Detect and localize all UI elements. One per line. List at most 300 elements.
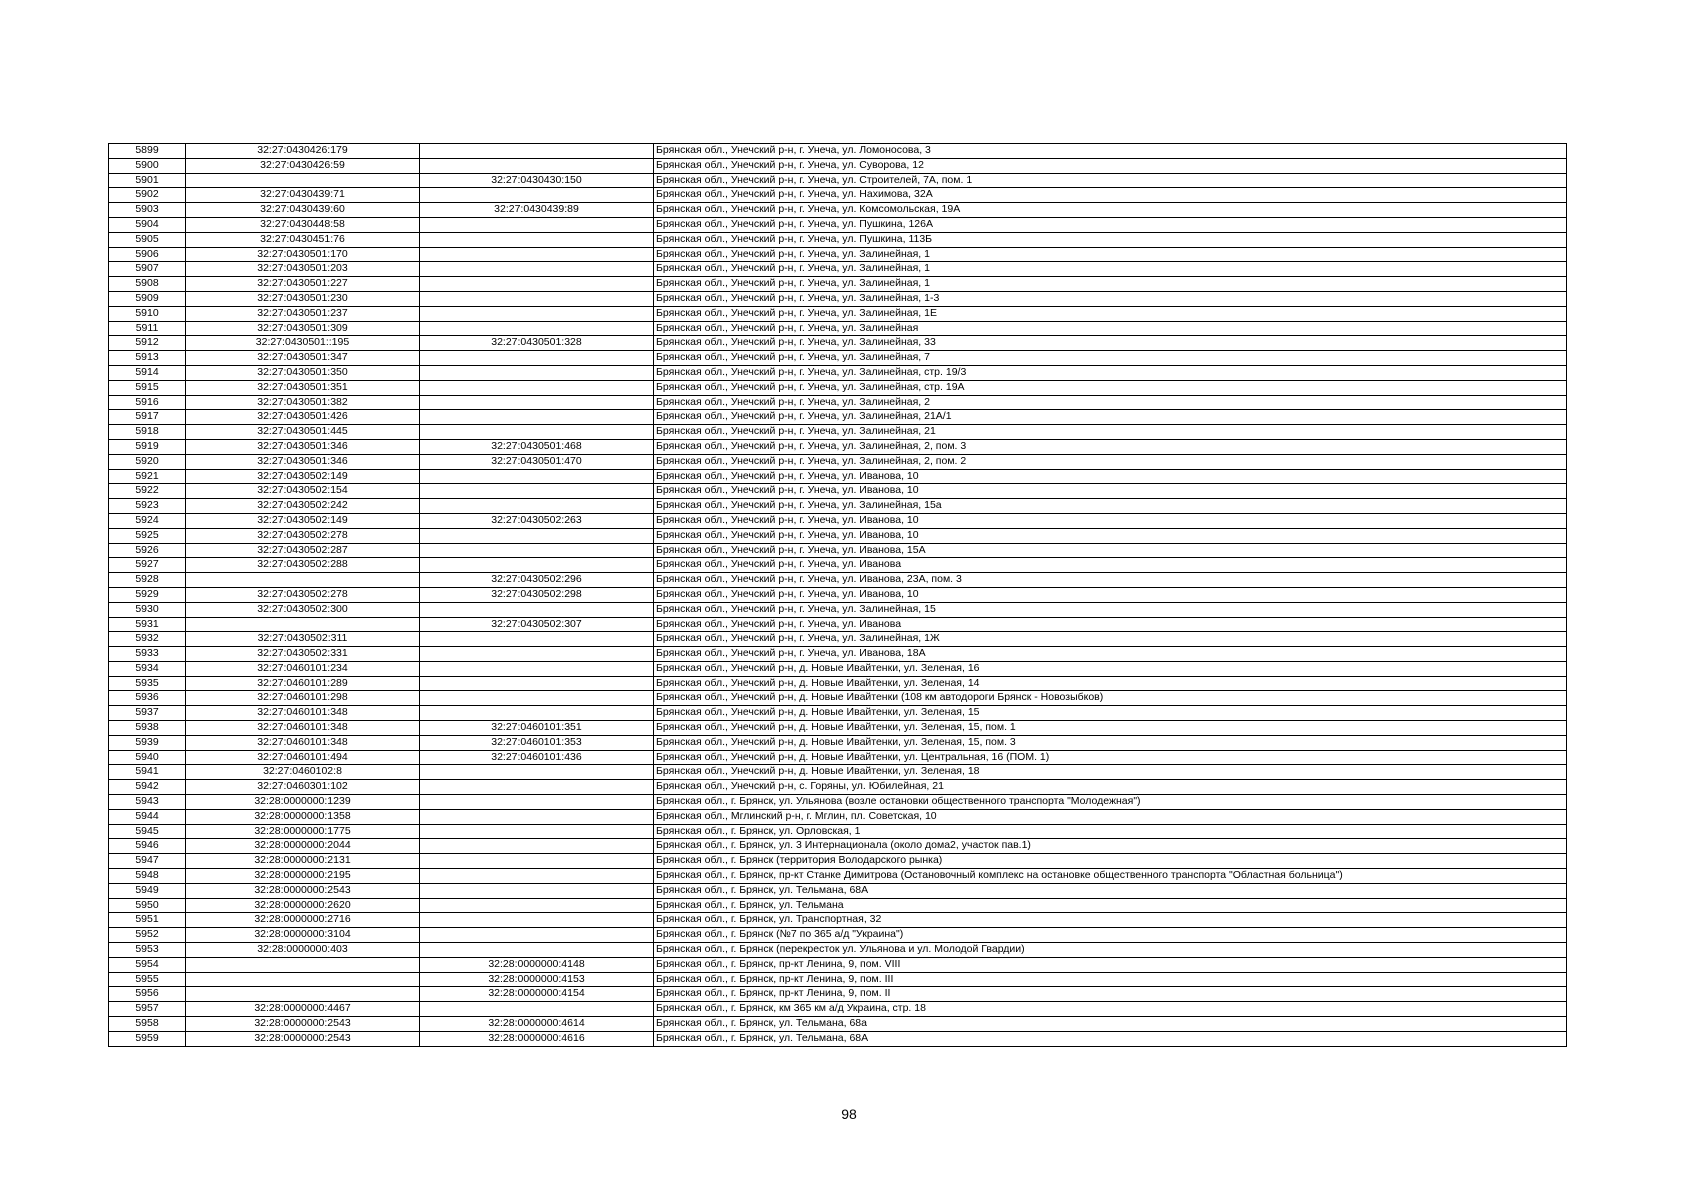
row-number-cell: 5952 [109, 928, 186, 943]
premises-cadastral-number-cell: 32:27:0430501:468 [420, 439, 654, 454]
table-row [109, 691, 1567, 706]
address-cell: Брянская обл., Унечский р-н, д. Новые Ивайтенки, ул. Зеленая, 16 [654, 661, 1567, 676]
address-cell: Брянская обл., Унечский р-н, г. Унеча, ул. Иванова, 10 [654, 587, 1567, 602]
address-cell: Брянская обл., г. Брянск, ул. Транспортная, 32 [654, 913, 1567, 928]
premises-cadastral-number-cell [420, 824, 654, 839]
table-row [109, 558, 1567, 573]
table-row [109, 173, 1567, 188]
row-number-cell: 5938 [109, 721, 186, 736]
table-row [109, 425, 1567, 440]
address-cell: Брянская обл., Унечский р-н, г. Унеча, ул. Залинейная, 1 [654, 277, 1567, 292]
premises-cadastral-number-cell [420, 869, 654, 884]
premises-cadastral-number-cell [420, 943, 654, 958]
table-row [109, 809, 1567, 824]
premises-cadastral-number-cell: 32:28:0000000:4614 [420, 1017, 654, 1032]
cadastral-number-cell: 32:27:0430502:300 [186, 602, 420, 617]
cadastral-number-cell: 32:27:0430501:203 [186, 262, 420, 277]
row-number-cell: 5911 [109, 321, 186, 336]
cadastral-number-cell: 32:27:0430502:149 [186, 513, 420, 528]
address-cell: Брянская обл., г. Брянск (территория Володарского рынка) [654, 854, 1567, 869]
address-cell: Брянская обл., Унечский р-н, г. Унеча, ул. Залинейная, 1-3 [654, 291, 1567, 306]
premises-cadastral-number-cell [420, 410, 654, 425]
premises-cadastral-number-cell: 32:27:0430430:150 [420, 173, 654, 188]
cadastral-number-cell [186, 617, 420, 632]
row-number-cell: 5944 [109, 809, 186, 824]
row-number-cell: 5921 [109, 469, 186, 484]
cadastral-number-cell: 32:27:0430451:76 [186, 232, 420, 247]
row-number-cell: 5951 [109, 913, 186, 928]
cadastral-number-cell: 32:27:0430501:230 [186, 291, 420, 306]
address-cell: Брянская обл., Мглинский р-н, г. Мглин, пл. Советская, 10 [654, 809, 1567, 824]
table-row [109, 957, 1567, 972]
premises-cadastral-number-cell [420, 528, 654, 543]
table-row [109, 543, 1567, 558]
cadastral-number-cell: 32:27:0430502:278 [186, 528, 420, 543]
table-row [109, 573, 1567, 588]
table-row [109, 869, 1567, 884]
table-row [109, 499, 1567, 514]
address-cell: Брянская обл., Унечский р-н, г. Унеча, ул. Суворова, 12 [654, 158, 1567, 173]
row-number-cell: 5949 [109, 883, 186, 898]
premises-cadastral-number-cell: 32:28:0000000:4154 [420, 987, 654, 1002]
address-cell: Брянская обл., Унечский р-н, г. Унеча, ул. Залинейная, 1Ж [654, 632, 1567, 647]
table-row [109, 1002, 1567, 1017]
table-row [109, 587, 1567, 602]
cadastral-number-cell [186, 573, 420, 588]
row-number-cell: 5929 [109, 587, 186, 602]
premises-cadastral-number-cell [420, 395, 654, 410]
table-row [109, 1031, 1567, 1046]
address-cell: Брянская обл., г. Брянск, пр-кт Станке Димитрова (Остановочный комплекс на остановке общественного транспорта "Областная больница") [654, 869, 1567, 884]
cadastral-number-cell: 32:27:0430501:346 [186, 439, 420, 454]
row-number-cell: 5902 [109, 188, 186, 203]
row-number-cell: 5931 [109, 617, 186, 632]
table-row [109, 395, 1567, 410]
table-row [109, 513, 1567, 528]
premises-cadastral-number-cell: 32:28:0000000:4616 [420, 1031, 654, 1046]
premises-cadastral-number-cell: 32:27:0460101:436 [420, 750, 654, 765]
row-number-cell: 5907 [109, 262, 186, 277]
cadastral-number-cell: 32:28:0000000:2716 [186, 913, 420, 928]
address-cell: Брянская обл., г. Брянск, пр-кт Ленина, 9, пом. VIII [654, 957, 1567, 972]
premises-cadastral-number-cell: 32:27:0460101:353 [420, 735, 654, 750]
cadastral-number-cell: 32:27:0460101:234 [186, 661, 420, 676]
table-row [109, 647, 1567, 662]
cadastral-number-cell: 32:27:0430426:179 [186, 144, 420, 159]
address-cell: Брянская обл., Унечский р-н, д. Новые Ивайтенки, ул. Зеленая, 18 [654, 765, 1567, 780]
row-number-cell: 5912 [109, 336, 186, 351]
row-number-cell: 5933 [109, 647, 186, 662]
address-cell: Брянская обл., Унечский р-н, г. Унеча, ул. Комсомольская, 19А [654, 203, 1567, 218]
address-cell: Брянская обл., Унечский р-н, г. Унеча, ул. Иванова [654, 617, 1567, 632]
table-row [109, 943, 1567, 958]
table-row [109, 454, 1567, 469]
table-row [109, 676, 1567, 691]
cadastral-number-cell: 32:28:0000000:2620 [186, 898, 420, 913]
row-number-cell: 5956 [109, 987, 186, 1002]
table-row [109, 144, 1567, 159]
cadastral-number-cell: 32:27:0430502:154 [186, 484, 420, 499]
registry-table-body [109, 144, 1567, 1047]
address-cell: Брянская обл., Унечский р-н, г. Унеча, ул. Ломоносова, 3 [654, 144, 1567, 159]
premises-cadastral-number-cell [420, 632, 654, 647]
address-cell: Брянская обл., Унечский р-н, г. Унеча, ул. Залинейная, 15 [654, 602, 1567, 617]
premises-cadastral-number-cell [420, 365, 654, 380]
address-cell: Брянская обл., Унечский р-н, г. Унеча, ул. Залинейная, 7 [654, 351, 1567, 366]
premises-cadastral-number-cell [420, 647, 654, 662]
address-cell: Брянская обл., Унечский р-н, д. Новые Ивайтенки, ул. Зеленая, 15 [654, 706, 1567, 721]
row-number-cell: 5959 [109, 1031, 186, 1046]
table-row [109, 277, 1567, 292]
cadastral-number-cell: 32:27:0460101:348 [186, 721, 420, 736]
cadastral-number-cell: 32:28:0000000:2044 [186, 839, 420, 854]
table-row [109, 262, 1567, 277]
address-cell: Брянская обл., Унечский р-н, г. Унеча, ул. Залинейная, 21 [654, 425, 1567, 440]
row-number-cell: 5899 [109, 144, 186, 159]
row-number-cell: 5939 [109, 735, 186, 750]
premises-cadastral-number-cell [420, 765, 654, 780]
cadastral-number-cell: 32:27:0460101:348 [186, 706, 420, 721]
premises-cadastral-number-cell [420, 247, 654, 262]
row-number-cell: 5910 [109, 306, 186, 321]
row-number-cell: 5940 [109, 750, 186, 765]
cadastral-number-cell [186, 972, 420, 987]
row-number-cell: 5955 [109, 972, 186, 987]
premises-cadastral-number-cell [420, 602, 654, 617]
address-cell: Брянская обл., г. Брянск (перекресток ул. Ульянова и ул. Молодой Гвардии) [654, 943, 1567, 958]
cadastral-number-cell: 32:27:0430502:278 [186, 587, 420, 602]
row-number-cell: 5908 [109, 277, 186, 292]
premises-cadastral-number-cell [420, 469, 654, 484]
cadastral-number-cell: 32:27:0430502:288 [186, 558, 420, 573]
premises-cadastral-number-cell [420, 676, 654, 691]
table-row [109, 351, 1567, 366]
address-cell: Брянская обл., Унечский р-н, г. Унеча, ул. Иванова, 10 [654, 528, 1567, 543]
cadastral-number-cell: 32:27:0430439:60 [186, 203, 420, 218]
registry-table [108, 143, 1567, 1047]
address-cell: Брянская обл., Унечский р-н, г. Унеча, ул. Залинейная, 33 [654, 336, 1567, 351]
table-row [109, 247, 1567, 262]
address-cell: Брянская обл., Унечский р-н, д. Новые Ивайтенки, ул. Зеленая, 15, пом. 1 [654, 721, 1567, 736]
table-row [109, 617, 1567, 632]
table-row [109, 706, 1567, 721]
address-cell: Брянская обл., Унечский р-н, г. Унеча, ул. Иванова, 10 [654, 469, 1567, 484]
row-number-cell: 5901 [109, 173, 186, 188]
cadastral-number-cell: 32:27:0430501:347 [186, 351, 420, 366]
table-row [109, 217, 1567, 232]
address-cell: Брянская обл., Унечский р-н, г. Унеча, ул. Залинейная, стр. 19/3 [654, 365, 1567, 380]
address-cell: Брянская обл., Унечский р-н, г. Унеча, ул. Залинейная, 1 [654, 262, 1567, 277]
table-row [109, 188, 1567, 203]
address-cell: Брянская обл., Унечский р-н, г. Унеча, ул. Залинейная, 1Е [654, 306, 1567, 321]
row-number-cell: 5922 [109, 484, 186, 499]
cadastral-number-cell [186, 173, 420, 188]
cadastral-number-cell: 32:27:0430501:426 [186, 410, 420, 425]
page-number: 98 [841, 1106, 857, 1122]
table-row [109, 898, 1567, 913]
cadastral-number-cell: 32:27:0430501::195 [186, 336, 420, 351]
table-row [109, 750, 1567, 765]
row-number-cell: 5948 [109, 869, 186, 884]
cadastral-number-cell: 32:27:0460102:8 [186, 765, 420, 780]
premises-cadastral-number-cell [420, 543, 654, 558]
row-number-cell: 5950 [109, 898, 186, 913]
address-cell: Брянская обл., Унечский р-н, г. Унеча, ул. Залинейная, 2, пом. 2 [654, 454, 1567, 469]
cadastral-number-cell [186, 957, 420, 972]
address-cell: Брянская обл., г. Брянск, ул. Тельмана, 68А [654, 1031, 1567, 1046]
cadastral-number-cell: 32:28:0000000:1358 [186, 809, 420, 824]
premises-cadastral-number-cell: 32:27:0430502:296 [420, 573, 654, 588]
table-row [109, 306, 1567, 321]
premises-cadastral-number-cell [420, 306, 654, 321]
table-row [109, 203, 1567, 218]
row-number-cell: 5957 [109, 1002, 186, 1017]
cadastral-number-cell: 32:27:0430502:311 [186, 632, 420, 647]
address-cell: Брянская обл., Унечский р-н, г. Унеча, ул. Иванова [654, 558, 1567, 573]
premises-cadastral-number-cell [420, 291, 654, 306]
table-row [109, 158, 1567, 173]
premises-cadastral-number-cell [420, 277, 654, 292]
premises-cadastral-number-cell [420, 158, 654, 173]
premises-cadastral-number-cell [420, 484, 654, 499]
row-number-cell: 5927 [109, 558, 186, 573]
cadastral-number-cell: 32:27:0460101:348 [186, 735, 420, 750]
table-row [109, 913, 1567, 928]
address-cell: Брянская обл., г. Брянск, ул. 3 Интернационала (около дома2, участок пав.1) [654, 839, 1567, 854]
premises-cadastral-number-cell [420, 854, 654, 869]
premises-cadastral-number-cell: 32:27:0460101:351 [420, 721, 654, 736]
premises-cadastral-number-cell [420, 883, 654, 898]
premises-cadastral-number-cell [420, 425, 654, 440]
row-number-cell: 5924 [109, 513, 186, 528]
cadastral-number-cell: 32:28:0000000:2131 [186, 854, 420, 869]
table-row [109, 765, 1567, 780]
row-number-cell: 5900 [109, 158, 186, 173]
cadastral-number-cell: 32:27:0430501:350 [186, 365, 420, 380]
cadastral-number-cell: 32:27:0430502:149 [186, 469, 420, 484]
row-number-cell: 5919 [109, 439, 186, 454]
address-cell: Брянская обл., Унечский р-н, д. Новые Ивайтенки, ул. Центральная, 16 (ПОМ. 1) [654, 750, 1567, 765]
cadastral-number-cell: 32:27:0460101:494 [186, 750, 420, 765]
premises-cadastral-number-cell: 32:28:0000000:4148 [420, 957, 654, 972]
premises-cadastral-number-cell [420, 661, 654, 676]
table-row [109, 602, 1567, 617]
cadastral-number-cell: 32:27:0430501:382 [186, 395, 420, 410]
address-cell: Брянская обл., Унечский р-н, г. Унеча, ул. Иванова, 15А [654, 543, 1567, 558]
cadastral-number-cell: 32:27:0430501:227 [186, 277, 420, 292]
address-cell: Брянская обл., Унечский р-н, г. Унеча, ул. Пушкина, 126А [654, 217, 1567, 232]
address-cell: Брянская обл., Унечский р-н, г. Унеча, ул. Нахимова, 32А [654, 188, 1567, 203]
table-row [109, 321, 1567, 336]
row-number-cell: 5936 [109, 691, 186, 706]
table-row [109, 883, 1567, 898]
row-number-cell: 5915 [109, 380, 186, 395]
registry-sheet [108, 143, 1566, 1047]
address-cell: Брянская обл., Унечский р-н, г. Унеча, ул. Пушкина, 113Б [654, 232, 1567, 247]
premises-cadastral-number-cell [420, 809, 654, 824]
address-cell: Брянская обл., Унечский р-н, с. Горяны, ул. Юбилейная, 21 [654, 780, 1567, 795]
premises-cadastral-number-cell [420, 144, 654, 159]
address-cell: Брянская обл., Унечский р-н, г. Унеча, ул. Залинейная, 15а [654, 499, 1567, 514]
cadastral-number-cell: 32:27:0430448:58 [186, 217, 420, 232]
cadastral-number-cell: 32:27:0430501:445 [186, 425, 420, 440]
row-number-cell: 5946 [109, 839, 186, 854]
row-number-cell: 5932 [109, 632, 186, 647]
row-number-cell: 5947 [109, 854, 186, 869]
row-number-cell: 5953 [109, 943, 186, 958]
table-row [109, 469, 1567, 484]
table-row [109, 721, 1567, 736]
table-row [109, 380, 1567, 395]
address-cell: Брянская обл., Унечский р-н, г. Унеча, ул. Залинейная, 1 [654, 247, 1567, 262]
premises-cadastral-number-cell [420, 898, 654, 913]
cadastral-number-cell: 32:27:0430502:287 [186, 543, 420, 558]
premises-cadastral-number-cell [420, 691, 654, 706]
cadastral-number-cell: 32:27:0460101:298 [186, 691, 420, 706]
cadastral-number-cell: 32:28:0000000:2543 [186, 1031, 420, 1046]
table-row [109, 780, 1567, 795]
cadastral-number-cell: 32:27:0460101:289 [186, 676, 420, 691]
row-number-cell: 5954 [109, 957, 186, 972]
address-cell: Брянская обл., г. Брянск, ул. Тельмана, 68а [654, 1017, 1567, 1032]
table-row [109, 795, 1567, 810]
table-row [109, 365, 1567, 380]
address-cell: Брянская обл., Унечский р-н, г. Унеча, ул. Залинейная, 2 [654, 395, 1567, 410]
cadastral-number-cell: 32:27:0430501:346 [186, 454, 420, 469]
address-cell: Брянская обл., Унечский р-н, г. Унеча, ул. Залинейная [654, 321, 1567, 336]
row-number-cell: 5918 [109, 425, 186, 440]
cadastral-number-cell: 32:27:0430501:237 [186, 306, 420, 321]
cadastral-number-cell: 32:28:0000000:3104 [186, 928, 420, 943]
cadastral-number-cell: 32:27:0460301:102 [186, 780, 420, 795]
address-cell: Брянская обл., г. Брянск, ул. Тельмана [654, 898, 1567, 913]
table-row [109, 632, 1567, 647]
premises-cadastral-number-cell [420, 217, 654, 232]
premises-cadastral-number-cell [420, 380, 654, 395]
premises-cadastral-number-cell [420, 913, 654, 928]
premises-cadastral-number-cell [420, 1002, 654, 1017]
table-row [109, 1017, 1567, 1032]
premises-cadastral-number-cell [420, 839, 654, 854]
row-number-cell: 5916 [109, 395, 186, 410]
cadastral-number-cell: 32:28:0000000:1775 [186, 824, 420, 839]
row-number-cell: 5905 [109, 232, 186, 247]
address-cell: Брянская обл., Унечский р-н, г. Унеча, ул. Иванова, 10 [654, 484, 1567, 499]
table-row [109, 410, 1567, 425]
row-number-cell: 5917 [109, 410, 186, 425]
row-number-cell: 5945 [109, 824, 186, 839]
table-row [109, 484, 1567, 499]
address-cell: Брянская обл., Унечский р-н, г. Унеча, ул. Иванова, 18А [654, 647, 1567, 662]
cadastral-number-cell: 32:27:0430439:71 [186, 188, 420, 203]
premises-cadastral-number-cell: 32:27:0430501:328 [420, 336, 654, 351]
address-cell: Брянская обл., Унечский р-н, г. Унеча, ул. Залинейная, 2, пом. 3 [654, 439, 1567, 454]
premises-cadastral-number-cell [420, 232, 654, 247]
cadastral-number-cell: 32:27:0430502:242 [186, 499, 420, 514]
table-row [109, 854, 1567, 869]
row-number-cell: 5941 [109, 765, 186, 780]
row-number-cell: 5928 [109, 573, 186, 588]
cadastral-number-cell: 32:28:0000000:2195 [186, 869, 420, 884]
premises-cadastral-number-cell [420, 795, 654, 810]
premises-cadastral-number-cell [420, 188, 654, 203]
premises-cadastral-number-cell [420, 351, 654, 366]
table-row [109, 928, 1567, 943]
cadastral-number-cell: 32:28:0000000:1239 [186, 795, 420, 810]
premises-cadastral-number-cell [420, 558, 654, 573]
row-number-cell: 5906 [109, 247, 186, 262]
cadastral-number-cell: 32:27:0430501:309 [186, 321, 420, 336]
row-number-cell: 5904 [109, 217, 186, 232]
row-number-cell: 5926 [109, 543, 186, 558]
row-number-cell: 5958 [109, 1017, 186, 1032]
row-number-cell: 5943 [109, 795, 186, 810]
row-number-cell: 5909 [109, 291, 186, 306]
table-row [109, 735, 1567, 750]
table-row [109, 839, 1567, 854]
table-row [109, 528, 1567, 543]
premises-cadastral-number-cell: 32:27:0430439:89 [420, 203, 654, 218]
premises-cadastral-number-cell [420, 321, 654, 336]
cadastral-number-cell: 32:28:0000000:4467 [186, 1002, 420, 1017]
row-number-cell: 5913 [109, 351, 186, 366]
table-row [109, 232, 1567, 247]
cadastral-number-cell: 32:27:0430426:59 [186, 158, 420, 173]
cadastral-number-cell: 32:28:0000000:2543 [186, 883, 420, 898]
address-cell: Брянская обл., Унечский р-н, г. Унеча, ул. Иванова, 10 [654, 513, 1567, 528]
table-row [109, 661, 1567, 676]
premises-cadastral-number-cell [420, 706, 654, 721]
address-cell: Брянская обл., г. Брянск, ул. Орловская, 1 [654, 824, 1567, 839]
address-cell: Брянская обл., г. Брянск (№7 по 365 а/д "Украина") [654, 928, 1567, 943]
address-cell: Брянская обл., Унечский р-н, д. Новые Ивайтенки, ул. Зеленая, 15, пом. 3 [654, 735, 1567, 750]
address-cell: Брянская обл., Унечский р-н, г. Унеча, ул. Залинейная, стр. 19А [654, 380, 1567, 395]
premises-cadastral-number-cell [420, 780, 654, 795]
table-row [109, 824, 1567, 839]
cadastral-number-cell: 32:28:0000000:403 [186, 943, 420, 958]
row-number-cell: 5925 [109, 528, 186, 543]
address-cell: Брянская обл., г. Брянск, км 365 км а/д Украина, стр. 18 [654, 1002, 1567, 1017]
row-number-cell: 5934 [109, 661, 186, 676]
row-number-cell: 5903 [109, 203, 186, 218]
table-row [109, 336, 1567, 351]
row-number-cell: 5914 [109, 365, 186, 380]
row-number-cell: 5942 [109, 780, 186, 795]
premises-cadastral-number-cell [420, 928, 654, 943]
address-cell: Брянская обл., Унечский р-н, г. Унеча, ул. Залинейная, 21А/1 [654, 410, 1567, 425]
premises-cadastral-number-cell: 32:27:0430502:307 [420, 617, 654, 632]
cadastral-number-cell: 32:27:0430501:351 [186, 380, 420, 395]
row-number-cell: 5920 [109, 454, 186, 469]
cadastral-number-cell: 32:27:0430502:331 [186, 647, 420, 662]
address-cell: Брянская обл., Унечский р-н, г. Унеча, ул. Строителей, 7А, пом. 1 [654, 173, 1567, 188]
premises-cadastral-number-cell: 32:28:0000000:4153 [420, 972, 654, 987]
address-cell: Брянская обл., г. Брянск, ул. Ульянова (возле остановки общественного транспорта "Молодежная") [654, 795, 1567, 810]
table-row [109, 972, 1567, 987]
premises-cadastral-number-cell: 32:27:0430502:263 [420, 513, 654, 528]
table-row [109, 987, 1567, 1002]
address-cell: Брянская обл., г. Брянск, пр-кт Ленина, 9, пом. III [654, 972, 1567, 987]
address-cell: Брянская обл., Унечский р-н, д. Новые Ивайтенки (108 км автодороги Брянск - Новозыбков) [654, 691, 1567, 706]
cadastral-number-cell: 32:27:0430501:170 [186, 247, 420, 262]
row-number-cell: 5923 [109, 499, 186, 514]
row-number-cell: 5935 [109, 676, 186, 691]
table-row [109, 439, 1567, 454]
cadastral-number-cell [186, 987, 420, 1002]
premises-cadastral-number-cell [420, 499, 654, 514]
row-number-cell: 5930 [109, 602, 186, 617]
premises-cadastral-number-cell: 32:27:0430501:470 [420, 454, 654, 469]
